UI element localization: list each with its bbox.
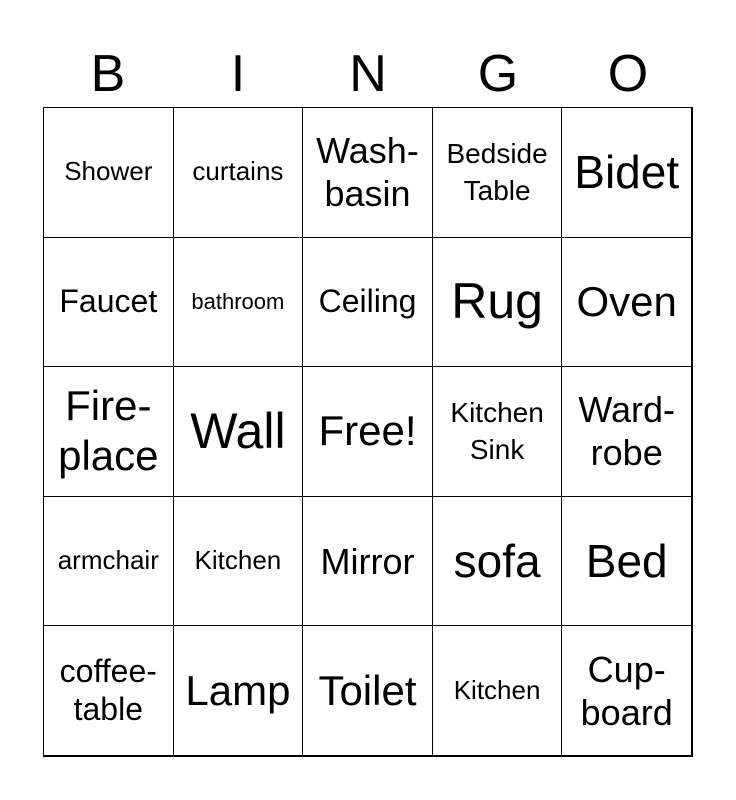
bingo-cell[interactable] [43, 237, 174, 368]
bingo-cell-label: Bidet [574, 146, 680, 198]
bingo-cell[interactable] [561, 237, 692, 368]
bingo-cell-label: Wash- basin [316, 130, 419, 215]
bingo-cell[interactable] [43, 625, 174, 756]
bingo-cell[interactable] [432, 107, 563, 238]
bingo-cell-label: Lamp [185, 666, 291, 714]
bingo-cell[interactable] [561, 107, 692, 238]
bingo-cell-label: Kitchen [453, 674, 541, 705]
bingo-cell[interactable] [43, 366, 174, 497]
bingo-cell-label: Mirror [320, 540, 415, 582]
bingo-cell-label: coffee- table [59, 652, 157, 727]
bingo-cell-label: Cup- board [580, 648, 673, 733]
header-letter-b: B [90, 45, 126, 103]
bingo-cell[interactable] [173, 496, 304, 627]
header-letter-n: N [349, 45, 387, 103]
free-space-label: Free! [318, 407, 417, 455]
bingo-cell[interactable] [561, 366, 692, 497]
bingo-cell-label: Kitchen [194, 545, 282, 576]
bingo-cell[interactable] [173, 366, 304, 497]
bingo-cell[interactable] [561, 496, 692, 627]
bingo-cell[interactable] [302, 237, 433, 368]
bingo-cell[interactable] [432, 496, 563, 627]
bingo-cell-label: Wall [190, 402, 286, 459]
bingo-header [43, 40, 693, 108]
bingo-cell-label: bathroom [191, 289, 285, 315]
header-letter-o: O [607, 45, 649, 103]
bingo-cell[interactable] [43, 107, 174, 238]
bingo-cell-label: Rug [451, 273, 543, 330]
bingo-cell-label: Bed [585, 534, 668, 587]
bingo-cell-label: Ceiling [318, 283, 417, 320]
free-space-cell[interactable] [302, 366, 433, 497]
bingo-cell-label: Ward- robe [578, 389, 676, 474]
bingo-cell-label: sofa [453, 534, 541, 587]
bingo-cell-label: curtains [192, 156, 284, 187]
header-letter-g: G [477, 45, 519, 103]
bingo-cell[interactable] [432, 625, 563, 756]
bingo-cell-label: armchair [57, 545, 159, 576]
bingo-card-grid [43, 107, 693, 757]
bingo-cell[interactable] [561, 625, 692, 756]
bingo-cell[interactable] [173, 237, 304, 368]
header-letter-i: I [230, 45, 246, 103]
bingo-cell[interactable] [43, 496, 174, 627]
bingo-cell[interactable] [302, 625, 433, 756]
bingo-cell-label: Kitchen Sink [450, 396, 544, 466]
bingo-cell[interactable] [173, 107, 304, 238]
bingo-cell-label: Fire- place [58, 382, 159, 480]
bingo-cell[interactable] [173, 625, 304, 756]
bingo-cell[interactable] [302, 496, 433, 627]
bingo-cell-label: Faucet [59, 283, 158, 320]
bingo-cell-label: Bedside Table [446, 137, 548, 207]
bingo-cell[interactable] [432, 366, 563, 497]
bingo-cell-label: Shower [64, 156, 153, 187]
bingo-cell[interactable] [302, 107, 433, 238]
bingo-cell-label: Toilet [318, 666, 417, 714]
bingo-cell-label: Oven [576, 277, 677, 325]
bingo-cell[interactable] [432, 237, 563, 368]
